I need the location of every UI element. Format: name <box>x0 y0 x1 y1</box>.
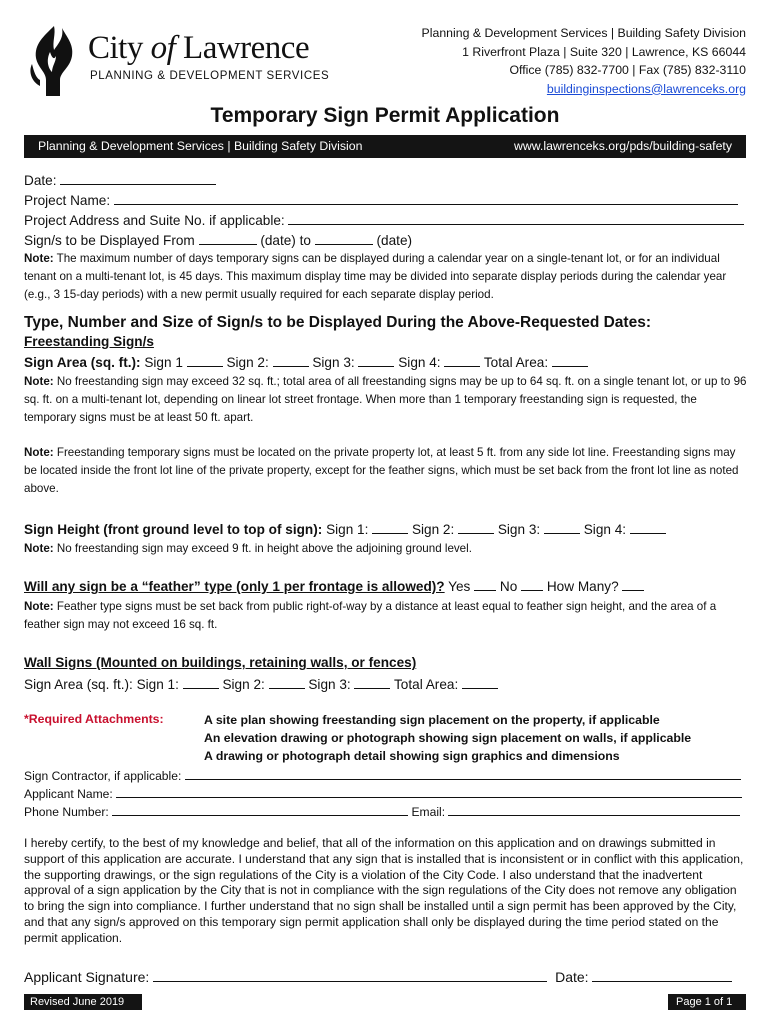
wall-sign1-field[interactable] <box>183 676 219 689</box>
signature-label: Applicant Signature: <box>24 969 150 985</box>
contractor-label: Sign Contractor, if applicable: <box>24 769 182 783</box>
required-attachments-label: *Required Attachments: <box>24 712 164 726</box>
flame-torch-icon <box>24 22 82 100</box>
freestanding-heading-text: Freestanding Sign/s <box>24 334 154 349</box>
feather-yes-field[interactable] <box>474 578 496 591</box>
attachment-item: A site plan showing freestanding sign placement on the property, if applicable <box>204 713 660 727</box>
feather-question-row <box>24 578 644 594</box>
signature-row <box>24 969 732 985</box>
sign1-label: Sign 1: <box>326 522 369 537</box>
to-date-field[interactable] <box>315 232 373 245</box>
page-number-text: Page 1 of 1 <box>676 996 733 1008</box>
sign-height-label: Sign Height (front ground level to top of sign): <box>24 522 323 537</box>
page-number-badge <box>668 994 746 1010</box>
page-title: Temporary Sign Permit Application <box>210 104 560 127</box>
logo-city-name: City of Lawrence <box>88 30 310 66</box>
wall-area-row <box>24 676 498 692</box>
contact-block <box>422 24 746 98</box>
wall-signs-heading-text: Wall Signs (Mounted on buildings, retaining walls, or fences) <box>24 655 417 670</box>
project-name-field[interactable] <box>114 192 738 205</box>
project-address-label: Project Address and Suite No. if applicable: <box>24 213 285 228</box>
bar-website-link[interactable]: www.lawrenceks.org/pds/building-safety <box>513 139 732 153</box>
freestanding-area-row <box>24 354 588 370</box>
attachment-item: An elevation drawing or photograph showing sign placement on walls, if applicable <box>204 731 692 745</box>
logo-subtitle: PLANNING & DEVELOPMENT SERVICES <box>90 70 330 82</box>
contact-email-link[interactable]: buildinginspections@lawrenceks.org <box>546 81 746 96</box>
feather-note <box>24 598 748 634</box>
sign2-label: Sign 2: <box>222 677 265 692</box>
freestanding-size-note <box>24 373 748 427</box>
date-to-label: (date) to <box>260 233 311 248</box>
sign3-label: Sign 3: <box>308 677 351 692</box>
sign2-height-field[interactable] <box>458 521 494 534</box>
attachment-item: A drawing or photograph detail showing sign graphics and dimensions <box>204 749 620 763</box>
signature-field[interactable] <box>153 969 547 982</box>
sign4-area-field[interactable] <box>444 354 480 367</box>
signature-date-field[interactable] <box>592 969 732 982</box>
note-label: Note: <box>24 446 54 459</box>
phone-email-row <box>24 804 740 819</box>
contractor-field[interactable] <box>185 768 741 780</box>
sign2-area-field[interactable] <box>273 354 309 367</box>
feather-no-field[interactable] <box>521 578 543 591</box>
date-label: Date: <box>24 173 57 188</box>
display-dates-label: Sign/s to be Displayed From <box>24 233 195 248</box>
sign1-height-field[interactable] <box>372 521 408 534</box>
city-logo <box>24 22 330 102</box>
revised-text: Revised June 2019 <box>30 996 125 1008</box>
sign3-height-field[interactable] <box>544 521 580 534</box>
total-area-label: Total Area: <box>483 355 549 370</box>
applicant-row <box>24 786 742 801</box>
email-label: Email: <box>411 805 446 819</box>
sign1-label: Sign 1 <box>144 355 183 370</box>
sign1-label: Sign 1: <box>136 677 179 692</box>
sign3-label: Sign 3: <box>312 355 355 370</box>
sign4-height-field[interactable] <box>630 521 666 534</box>
sign4-label: Sign 4: <box>398 355 441 370</box>
section-heading: Type, Number and Size of Sign/s to be Displayed During the Above-Requested Dates: <box>24 314 651 331</box>
wall-sign3-field[interactable] <box>354 676 390 689</box>
note-text: No freestanding sign may exceed 32 sq. ft.; total area of all freestanding signs may be up to 64 sq. ft. on a single tenant lot, or up to 96 sq. ft. on a multi-tenant lot, depending on linear lot street frontage. When more than 1 temporary freestanding sign is requested, the temporary signs must be at least 50 ft. apart. <box>24 375 747 424</box>
note-text: Feather type signs must be set back from public right-of-way by a distance at least equal to feather sign height, and the area of a feather sign may not exceed 16 sq. ft. <box>24 600 717 631</box>
note-text: The maximum number of days temporary signs can be displayed during a calendar year on a single-tenant lot, or for an individual tenant on a multi-tenant lot, is 45 days. This maximum display time may be divided into separate display periods during the calendar year (e.g., 3 15-day periods) with a new permit usually required for each separate display period. <box>24 252 727 301</box>
wall-sign2-field[interactable] <box>269 676 305 689</box>
from-date-field[interactable] <box>199 232 257 245</box>
wall-total-field[interactable] <box>462 676 498 689</box>
division-bar <box>24 135 746 158</box>
phone-label: Phone Number: <box>24 805 109 819</box>
sign-height-note <box>24 540 748 558</box>
project-name-row <box>24 192 738 208</box>
contact-phone: Office (785) 832-7700 | Fax (785) 832-3110 <box>509 63 746 77</box>
date-field[interactable] <box>60 172 216 185</box>
revised-badge <box>24 994 142 1010</box>
sign1-area-field[interactable] <box>187 354 223 367</box>
sign-area-label: Sign Area (sq. ft.): <box>24 355 141 370</box>
phone-field[interactable] <box>112 804 408 816</box>
yes-label: Yes <box>448 579 471 594</box>
applicant-name-field[interactable] <box>116 786 742 798</box>
how-many-label: How Many? <box>546 579 619 594</box>
note-label: Note: <box>24 542 54 555</box>
note-label: Note: <box>24 252 54 265</box>
feather-question: Will any sign be a “feather” type (only 1 per frontage is allowed)? <box>24 579 445 594</box>
total-area-field[interactable] <box>552 354 588 367</box>
project-address-field[interactable] <box>288 212 744 225</box>
display-dates-row <box>24 232 412 248</box>
note-label: Note: <box>24 375 54 388</box>
sign3-label: Sign 3: <box>497 522 541 537</box>
wall-area-label: Sign Area (sq. ft.): <box>24 677 133 692</box>
wall-signs-heading <box>24 655 416 670</box>
contact-address: 1 Riverfront Plaza | Suite 320 | Lawrence, KS 66044 <box>462 44 746 59</box>
total-area-label: Total Area: <box>394 677 459 692</box>
note-label: Note: <box>24 600 54 613</box>
feather-count-field[interactable] <box>622 578 644 591</box>
date-end-label: (date) <box>376 233 413 248</box>
sign-height-row <box>24 521 666 537</box>
project-address-row <box>24 212 744 228</box>
sign2-label: Sign 2: <box>411 522 455 537</box>
contractor-row <box>24 768 741 783</box>
bar-division-text: Planning & Development Services | Building Safety Division <box>38 139 363 153</box>
note-text: No freestanding sign may exceed 9 ft. in height above the adjoining ground level. <box>56 542 472 555</box>
date-row <box>24 172 216 188</box>
email-field[interactable] <box>448 804 740 816</box>
contact-division: Planning & Development Services | Building Safety Division <box>421 26 746 40</box>
project-name-label: Project Name: <box>24 193 111 208</box>
display-time-note <box>24 250 748 304</box>
freestanding-location-note <box>24 444 748 498</box>
no-label: No <box>499 579 518 594</box>
note-text: Freestanding temporary signs must be located on the private property lot, at least 5 ft. from any side lot line. Freestanding signs may be located inside the front lot line of the private property, except for the feather signs, which must be set back from the front lot line as noted above. <box>24 446 739 495</box>
sign4-label: Sign 4: <box>583 522 627 537</box>
freestanding-heading <box>24 334 154 349</box>
sign2-label: Sign 2: <box>226 355 269 370</box>
applicant-label: Applicant Name: <box>24 787 113 801</box>
signature-date-label: Date: <box>555 969 589 985</box>
certification-text: I hereby certify, to the best of my knowledge and belief, that all of the information on this application and on drawings submitted in support of this application are accurate. I understand that any sign that is installed that is inconsistent or in conflict with this application, the supporting drawings, or the sign regulations of the City is a violation of the City Code. I also understand that the inadvertent approval of a sign application by the City that is not in compliance with the sign regulations of the City does not remove any obligation to bring the sign into compliance. I further understand that no sign shall be installed until a sign permit has been approved by the City, and that any sign/s approved on this temporary sign permit application shall only be displayed during the time period stated on the permit application. <box>24 836 744 945</box>
sign3-area-field[interactable] <box>358 354 394 367</box>
